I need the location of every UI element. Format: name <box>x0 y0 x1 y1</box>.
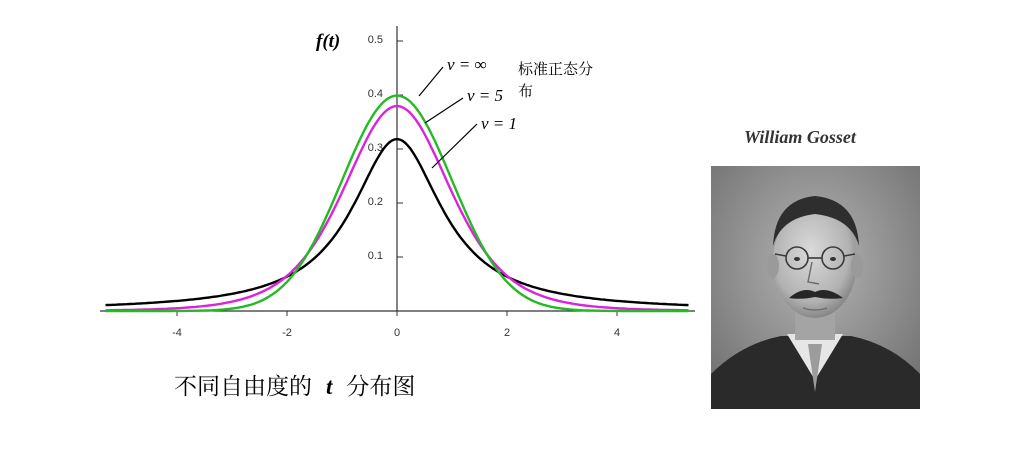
portrait-illustration <box>711 166 920 409</box>
x-tick-label: 0 <box>393 327 401 339</box>
x-tick-label: -4 <box>172 327 182 339</box>
caption-before: 不同自由度的 <box>174 374 312 400</box>
chart-legend <box>419 55 593 168</box>
x-tick-marks <box>177 311 617 316</box>
caption-variable: t <box>326 374 333 399</box>
legend-label-inf: ν = ∞ <box>447 55 487 74</box>
x-tick-label: 4 <box>613 327 621 339</box>
y-tick-label: 0.4 <box>367 88 383 100</box>
y-tick-label: 0.2 <box>367 196 383 208</box>
x-tick-labels <box>172 327 620 339</box>
legend-pointer-5 <box>425 98 463 123</box>
x-tick-label: 2 <box>503 327 511 339</box>
legend-label-5: ν = 5 <box>467 86 504 105</box>
legend-note-normal-line2: 布 <box>518 82 534 100</box>
chart-axes <box>100 26 695 316</box>
portrait-name: William Gosset <box>744 127 856 147</box>
y-tick-labels <box>368 34 383 262</box>
y-tick-label: 0.3 <box>367 142 383 154</box>
portrait-photo <box>711 166 920 409</box>
y-tick-label: 0.5 <box>367 34 383 46</box>
legend-pointer-1 <box>432 124 477 168</box>
legend-label-1: ν = 1 <box>481 114 518 133</box>
caption-after: 分布图 <box>346 374 416 400</box>
y-tick-marks <box>397 41 403 257</box>
legend-note-normal-line1: 标准正态分 <box>518 60 594 78</box>
y-axis-title: f(t) <box>316 31 341 52</box>
x-tick-label: -2 <box>282 327 292 339</box>
y-tick-label: 0.1 <box>367 250 383 262</box>
chart-caption <box>174 368 415 401</box>
legend-pointer-inf <box>419 67 443 96</box>
